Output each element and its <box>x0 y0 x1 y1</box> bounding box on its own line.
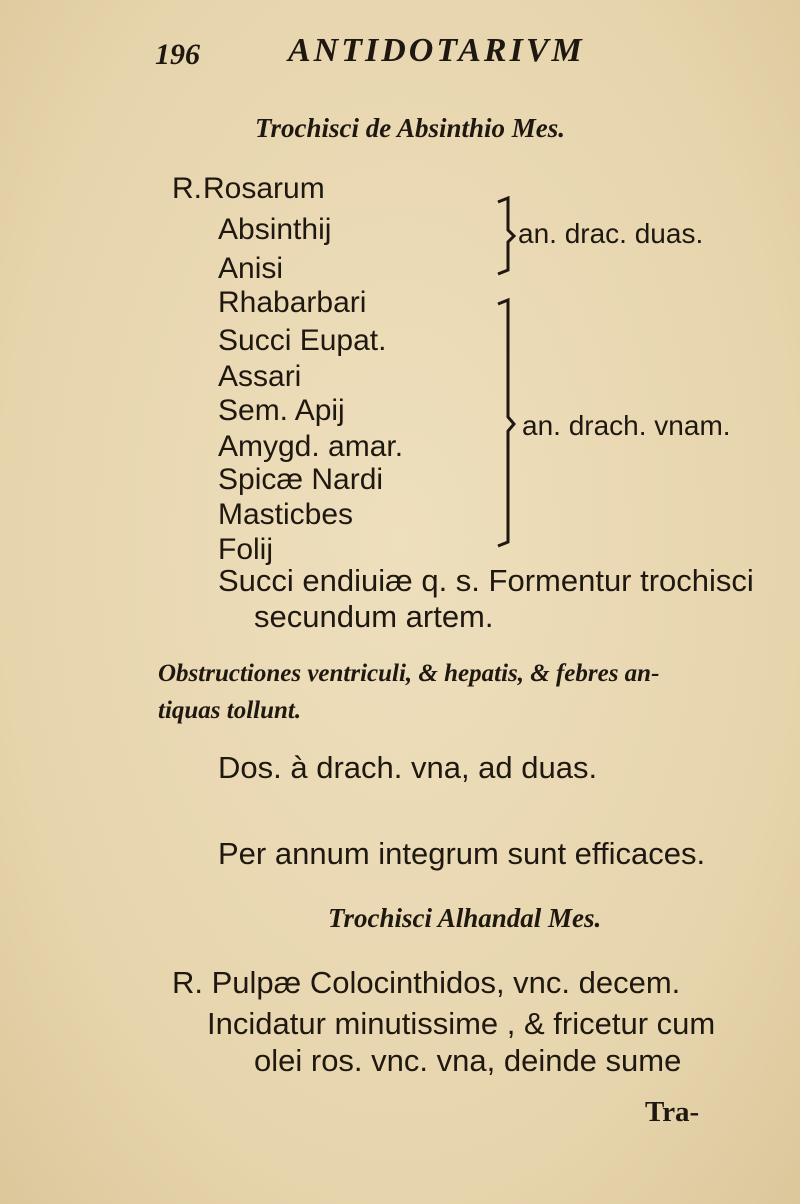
ingredient: Rhabarbari <box>218 286 367 319</box>
dose-group-2: an. drach. vnam. <box>522 410 731 441</box>
recipe-prefix: R. <box>172 172 202 205</box>
efficacy-line: Per annum integrum sunt efficaces. <box>218 836 706 871</box>
ingredient: Masticbes <box>218 498 354 531</box>
ingredient: Absinthij <box>218 213 332 246</box>
instructions-line: secundum artem. <box>254 599 494 634</box>
dose-group-1: an. drac. duas. <box>518 218 704 249</box>
instructions-line: Succi endiuiæ q. s. Formentur trochisci <box>218 563 754 598</box>
ingredient: Folij <box>218 533 274 566</box>
note-line: tiquas tollunt. <box>158 697 302 724</box>
note-line: Obstructiones ventriculi, & hepatis, & febres an- <box>158 660 660 687</box>
brace-group-2 <box>490 292 520 552</box>
dose-line: Dos. à drach. vna, ad duas. <box>218 750 598 785</box>
ingredient: Amygd. amar. <box>218 430 404 463</box>
ingredient: Rosarum <box>203 172 325 205</box>
ingredient: Succi Eupat. <box>218 324 387 357</box>
ingredient: Anisi <box>218 252 284 285</box>
recipe2-line: Incidatur minutissime , & fricetur cum <box>207 1006 716 1041</box>
ingredient: Spicæ Nardi <box>218 463 384 496</box>
recipe-title: Trochisci de Absinthio Mes. <box>255 113 566 143</box>
brace-group-1 <box>490 190 520 280</box>
recipe2-line: R. Pulpæ Colocinthidos, vnc. decem. <box>172 965 681 1000</box>
recipe2-line: olei ros. vnc. vna, deinde sume <box>254 1043 682 1078</box>
ingredient: Sem. Apij <box>218 394 345 427</box>
catchword: Tra- <box>645 1096 700 1128</box>
ingredient: Assari <box>218 360 302 393</box>
running-header: ANTIDOTARIVM <box>288 32 585 69</box>
recipe-title: Trochisci Alhandal Mes. <box>328 903 602 933</box>
page-number: 196 <box>155 38 200 71</box>
